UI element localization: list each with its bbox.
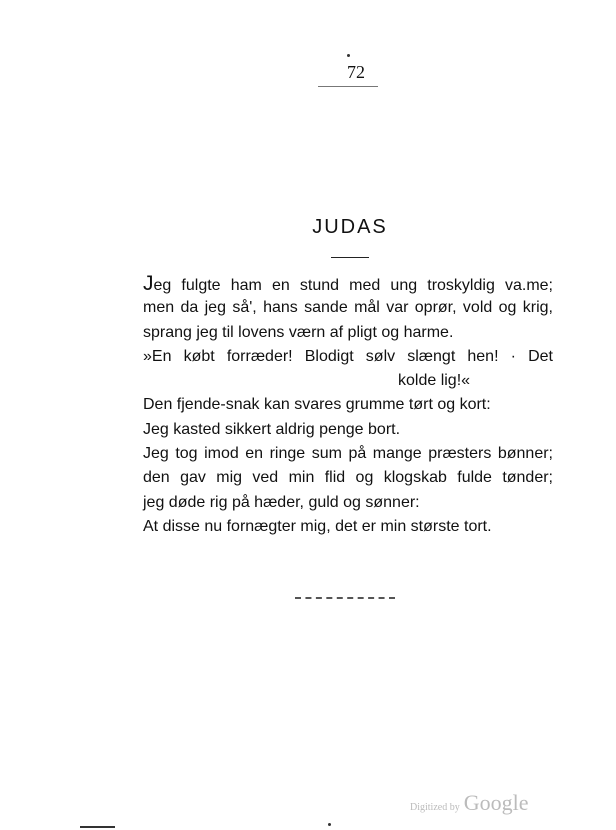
poem-line: men da jeg så', hans sande mål var oprør, vold og krig,: [143, 299, 553, 317]
poem-line: Jeg tog imod en ringe sum på mange præsters bønner;: [143, 445, 553, 463]
scan-speck: [347, 54, 350, 57]
poem-line: [143, 272, 553, 296]
poem-line: Den fjende-snak kan svares grumme tørt og kort:: [143, 396, 491, 414]
watermark-prefix: Digitized by: [410, 802, 460, 813]
poem-line: jeg døde rig på hæder, guld og sønner:: [143, 493, 420, 511]
drop-initial: J: [143, 272, 154, 295]
page-number: 72: [347, 62, 365, 82]
poem-line: sprang jeg til lovens værn af pligt og harme.: [143, 323, 454, 341]
poem-line: den gav mig ved min flid og klogskab fulde tønder;: [143, 469, 553, 487]
poem-line: Jeg kasted sikkert aldrig penge bort.: [143, 420, 401, 438]
poem-line: kolde lig!«: [398, 372, 471, 390]
scan-speck: [328, 823, 331, 826]
title-rule: [331, 257, 369, 258]
footer-mark: [80, 826, 115, 828]
poem-line: At disse nu fornægter mig, det er min største tort.: [143, 517, 492, 535]
page-number-rule: [318, 86, 378, 87]
end-rule: [295, 597, 395, 599]
watermark-brand: Google: [463, 790, 529, 815]
digitized-watermark: [410, 790, 528, 816]
poem-title: JUDAS: [312, 216, 388, 238]
poem-line-text: eg fulgte ham en stund med ung troskyldig va.me;: [153, 277, 553, 294]
poem-body: [143, 272, 553, 539]
poem-line: »En købt forræder! Blodigt sølv slængt hen! · Det: [143, 347, 553, 365]
